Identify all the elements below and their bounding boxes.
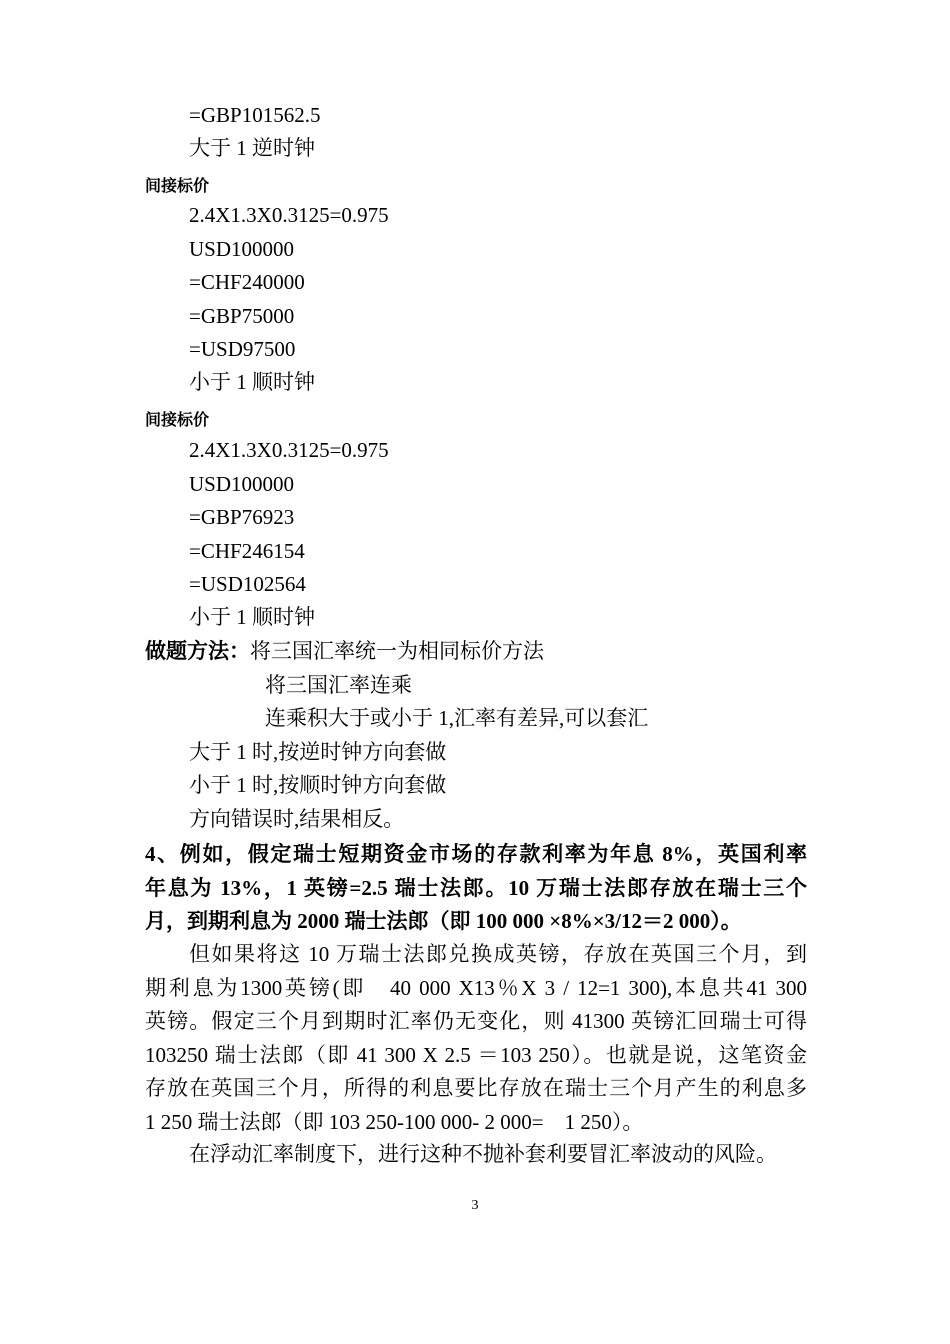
method-note: 方向错误时,结果相反。 (189, 807, 405, 831)
method-note: 小于 1 时,按顺时钟方向套做 (189, 773, 447, 797)
calc-line: 2.4X1.3X0.3125=0.975 (189, 438, 389, 462)
method-line (145, 637, 544, 665)
calc-note: 小于 1 顺时钟 (189, 370, 315, 394)
section-heading: 间接标价 (145, 410, 210, 429)
paragraph-line: 存放在英国三个月，所得的利息要比存放在瑞士三个月产生的利息多 (145, 1076, 807, 1100)
method-label: 做题方法： (145, 639, 250, 663)
paragraph-line: 1 250 瑞士法郎（即 103 250-100 000- 2 000= 1 250）。 (145, 1109, 644, 1134)
method-step: 连乘积大于或小于 1,汇率有差异,可以套汇 (265, 706, 649, 730)
result-note: 大于 1 逆时钟 (189, 136, 315, 160)
example-line: 年息为 13%，1 英镑=2.5 瑞士法郎。10 万瑞士法郎存放在瑞士三个 (145, 875, 807, 900)
calc-line: USD100000 (189, 237, 295, 261)
paragraph-line: 但如果将这 10 万瑞士法郎兑换成英镑，存放在英国三个月，到 (189, 942, 807, 966)
example-paragraph (145, 838, 807, 939)
method-note: 大于 1 时,按逆时钟方向套做 (189, 740, 447, 764)
paragraph-line: 英镑。假定三个月到期时汇率仍无变化，则 41300 英镑汇回瑞士可得 (145, 1009, 807, 1033)
section-heading: 间接标价 (145, 176, 210, 195)
method-step: 将三国汇率统一为相同标价方法 (250, 639, 544, 663)
calc-note: 小于 1 顺时钟 (189, 605, 315, 629)
result-line: =GBP101562.5 (189, 103, 321, 127)
calc-line: =GBP76923 (189, 505, 295, 529)
calc-line: =GBP75000 (189, 304, 295, 328)
calc-line: USD100000 (189, 472, 295, 496)
calc-line: =CHF240000 (189, 270, 305, 294)
calc-line: =CHF246154 (189, 539, 305, 563)
body-paragraph (145, 938, 807, 1139)
method-step: 将三国汇率连乘 (265, 673, 412, 697)
example-line: 月，到期利息为 2000 瑞士法郎（即 100 000 ×8%×3/12＝2 000）。 (145, 909, 742, 933)
page-number: 3 (471, 1198, 479, 1213)
calc-line: =USD102564 (189, 572, 306, 596)
calc-line: 2.4X1.3X0.3125=0.975 (189, 203, 389, 227)
example-line: 4、例如，假定瑞士短期资金市场的存款利率为年息 8%，英国利率 (145, 842, 807, 866)
calc-line: =USD97500 (189, 337, 296, 361)
body-paragraph: 在浮动汇率制度下，进行这种不抛补套利要冒汇率波动的风险。 (189, 1142, 777, 1166)
paragraph-line: 期利息为1300英镑(即 40 000 X13％X 3 / 12=1 300),本息共41 300 (145, 975, 807, 1000)
paragraph-line: 103250 瑞士法郎（即 41 300 X 2.5 ＝103 250）。也就是说，这笔资金 (145, 1042, 807, 1067)
